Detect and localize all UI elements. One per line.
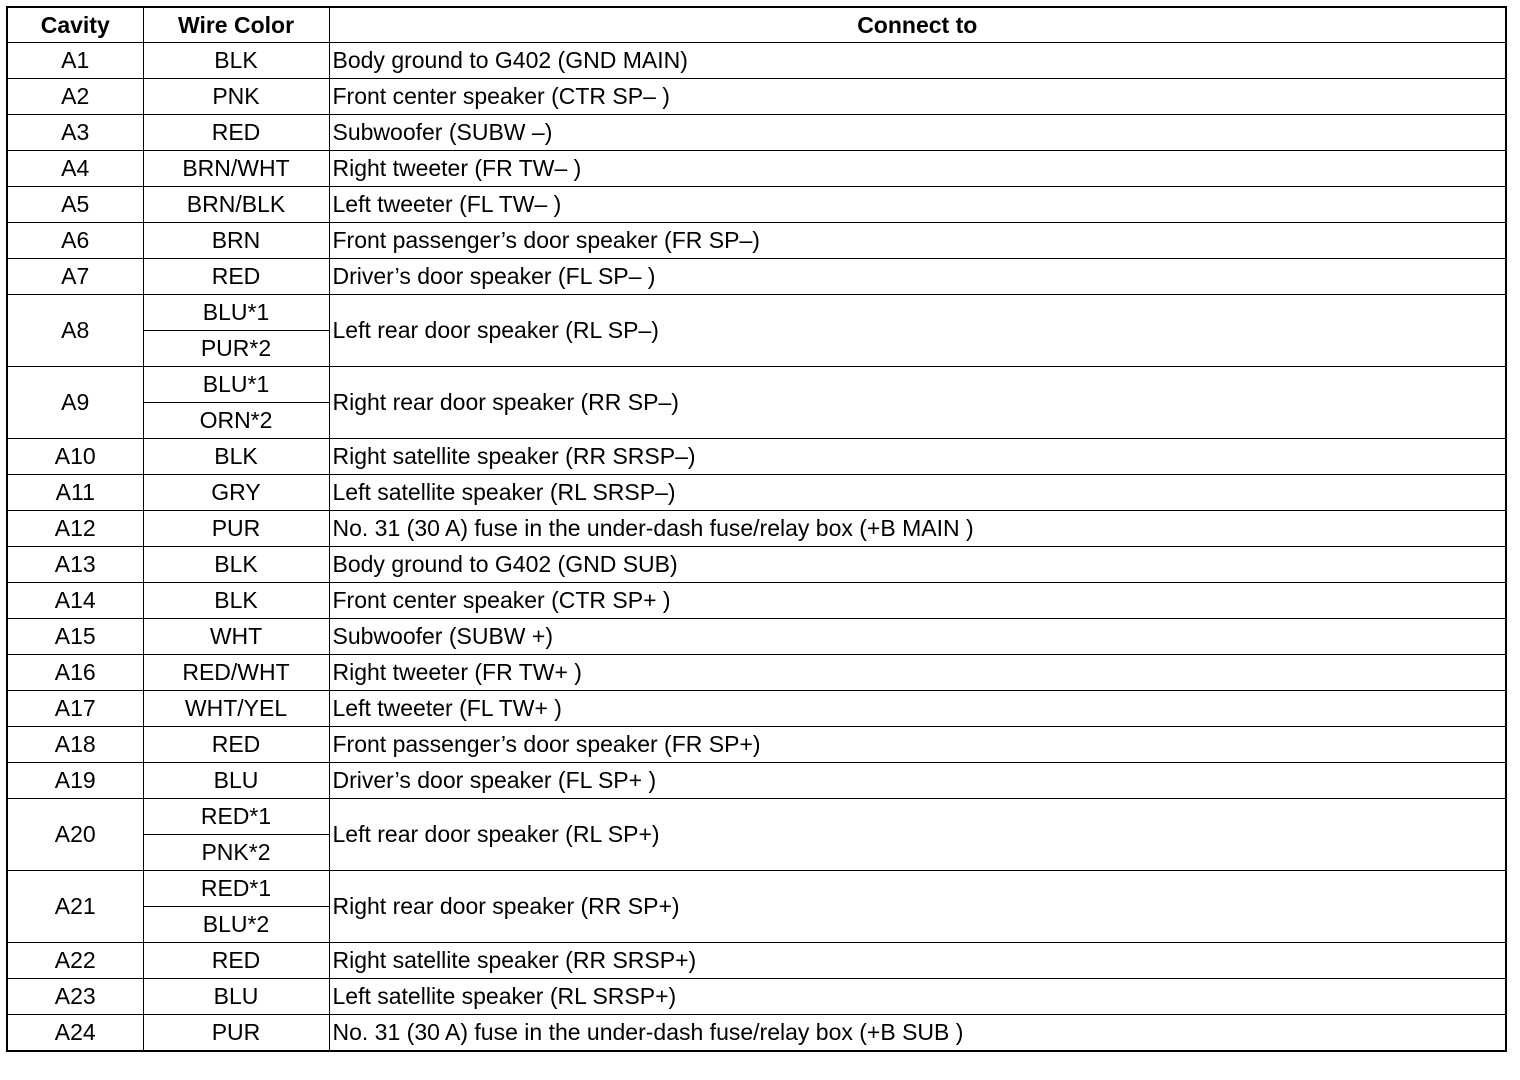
- connect-to-cell: Left rear door speaker (RL SP+): [329, 799, 1506, 871]
- table-header-row: [7, 7, 1506, 43]
- connect-to-cell: Left satellite speaker (RL SRSP–): [329, 475, 1506, 511]
- wire-color-cell: BRN: [143, 223, 329, 259]
- cavity-cell: A1: [7, 43, 143, 79]
- cavity-cell: A23: [7, 979, 143, 1015]
- cavity-cell: A19: [7, 763, 143, 799]
- connect-to-cell: Right satellite speaker (RR SRSP–): [329, 439, 1506, 475]
- cavity-cell: A7: [7, 259, 143, 295]
- connect-to-cell: Body ground to G402 (GND SUB): [329, 547, 1506, 583]
- table-row: [7, 223, 1506, 259]
- wire-color-cell: BLU*2: [143, 907, 329, 943]
- cavity-cell: A4: [7, 151, 143, 187]
- table-row: [7, 799, 1506, 835]
- header-connect-to: Connect to: [329, 7, 1506, 43]
- cavity-cell: A9: [7, 367, 143, 439]
- connect-to-cell: Left tweeter (FL TW– ): [329, 187, 1506, 223]
- wire-color-cell: BLU: [143, 979, 329, 1015]
- cavity-cell: A22: [7, 943, 143, 979]
- wire-color-cell: RED/WHT: [143, 655, 329, 691]
- wire-color-cell: BLU*1: [143, 367, 329, 403]
- connect-to-cell: Driver’s door speaker (FL SP– ): [329, 259, 1506, 295]
- wire-color-cell: RED*1: [143, 799, 329, 835]
- header-wire-color: Wire Color: [143, 7, 329, 43]
- cavity-cell: A24: [7, 1015, 143, 1052]
- wire-color-cell: BLK: [143, 583, 329, 619]
- table-row: [7, 583, 1506, 619]
- table-row: [7, 151, 1506, 187]
- wire-color-cell: PUR: [143, 511, 329, 547]
- cavity-cell: A21: [7, 871, 143, 943]
- cavity-cell: A3: [7, 115, 143, 151]
- wire-color-cell: WHT/YEL: [143, 691, 329, 727]
- connect-to-cell: No. 31 (30 A) fuse in the under-dash fuse/relay box (+B MAIN ): [329, 511, 1506, 547]
- connect-to-cell: Right rear door speaker (RR SP+): [329, 871, 1506, 943]
- connect-to-cell: Front passenger’s door speaker (FR SP+): [329, 727, 1506, 763]
- wire-color-cell: RED: [143, 259, 329, 295]
- cavity-cell: A2: [7, 79, 143, 115]
- connect-to-cell: Left rear door speaker (RL SP–): [329, 295, 1506, 367]
- cavity-cell: A11: [7, 475, 143, 511]
- cavity-cell: A13: [7, 547, 143, 583]
- table-row: [7, 187, 1506, 223]
- wire-color-cell: BLU*1: [143, 295, 329, 331]
- wire-color-cell: BRN/WHT: [143, 151, 329, 187]
- table-row: [7, 943, 1506, 979]
- table-row: [7, 43, 1506, 79]
- table-row: [7, 115, 1506, 151]
- table-row: [7, 655, 1506, 691]
- wire-color-cell: RED: [143, 727, 329, 763]
- connect-to-cell: Right rear door speaker (RR SP–): [329, 367, 1506, 439]
- connect-to-cell: Left satellite speaker (RL SRSP+): [329, 979, 1506, 1015]
- table-row: [7, 1015, 1506, 1052]
- wire-color-cell: WHT: [143, 619, 329, 655]
- table-row: [7, 727, 1506, 763]
- cavity-cell: A14: [7, 583, 143, 619]
- cavity-cell: A10: [7, 439, 143, 475]
- wire-color-cell: BLK: [143, 439, 329, 475]
- table-row: [7, 475, 1506, 511]
- connect-to-cell: Right satellite speaker (RR SRSP+): [329, 943, 1506, 979]
- connect-to-cell: No. 31 (30 A) fuse in the under-dash fuse/relay box (+B SUB ): [329, 1015, 1506, 1052]
- cavity-cell: A17: [7, 691, 143, 727]
- cavity-cell: A12: [7, 511, 143, 547]
- table-row: [7, 79, 1506, 115]
- connect-to-cell: Driver’s door speaker (FL SP+ ): [329, 763, 1506, 799]
- wire-color-cell: PNK*2: [143, 835, 329, 871]
- connect-to-cell: Front center speaker (CTR SP+ ): [329, 583, 1506, 619]
- wire-color-cell: PUR*2: [143, 331, 329, 367]
- connect-to-cell: Left tweeter (FL TW+ ): [329, 691, 1506, 727]
- cavity-cell: A16: [7, 655, 143, 691]
- wire-color-cell: BRN/BLK: [143, 187, 329, 223]
- table-row: [7, 763, 1506, 799]
- connect-to-cell: Body ground to G402 (GND MAIN): [329, 43, 1506, 79]
- wire-color-cell: BLK: [143, 547, 329, 583]
- table-row: [7, 439, 1506, 475]
- table-row: [7, 871, 1506, 907]
- table-row: [7, 547, 1506, 583]
- connector-pinout-table: [6, 6, 1507, 1052]
- connect-to-cell: Front center speaker (CTR SP– ): [329, 79, 1506, 115]
- cavity-cell: A20: [7, 799, 143, 871]
- cavity-cell: A15: [7, 619, 143, 655]
- wire-color-cell: PNK: [143, 79, 329, 115]
- wire-color-cell: ORN*2: [143, 403, 329, 439]
- wire-color-cell: RED: [143, 115, 329, 151]
- connect-to-cell: Front passenger’s door speaker (FR SP–): [329, 223, 1506, 259]
- connect-to-cell: Right tweeter (FR TW+ ): [329, 655, 1506, 691]
- table-row: [7, 619, 1506, 655]
- table-row: [7, 295, 1506, 331]
- wire-color-cell: PUR: [143, 1015, 329, 1052]
- connect-to-cell: Subwoofer (SUBW +): [329, 619, 1506, 655]
- cavity-cell: A18: [7, 727, 143, 763]
- wire-color-cell: BLK: [143, 43, 329, 79]
- wire-color-cell: RED: [143, 943, 329, 979]
- cavity-cell: A6: [7, 223, 143, 259]
- connector-table-container: [6, 6, 1507, 1052]
- table-row: [7, 979, 1506, 1015]
- cavity-cell: A8: [7, 295, 143, 367]
- table-body: [7, 43, 1506, 1052]
- wire-color-cell: GRY: [143, 475, 329, 511]
- table-row: [7, 691, 1506, 727]
- header-cavity: Cavity: [7, 7, 143, 43]
- cavity-cell: A5: [7, 187, 143, 223]
- connect-to-cell: Subwoofer (SUBW –): [329, 115, 1506, 151]
- wire-color-cell: BLU: [143, 763, 329, 799]
- table-row: [7, 259, 1506, 295]
- table-row: [7, 511, 1506, 547]
- wire-color-cell: RED*1: [143, 871, 329, 907]
- table-row: [7, 367, 1506, 403]
- connect-to-cell: Right tweeter (FR TW– ): [329, 151, 1506, 187]
